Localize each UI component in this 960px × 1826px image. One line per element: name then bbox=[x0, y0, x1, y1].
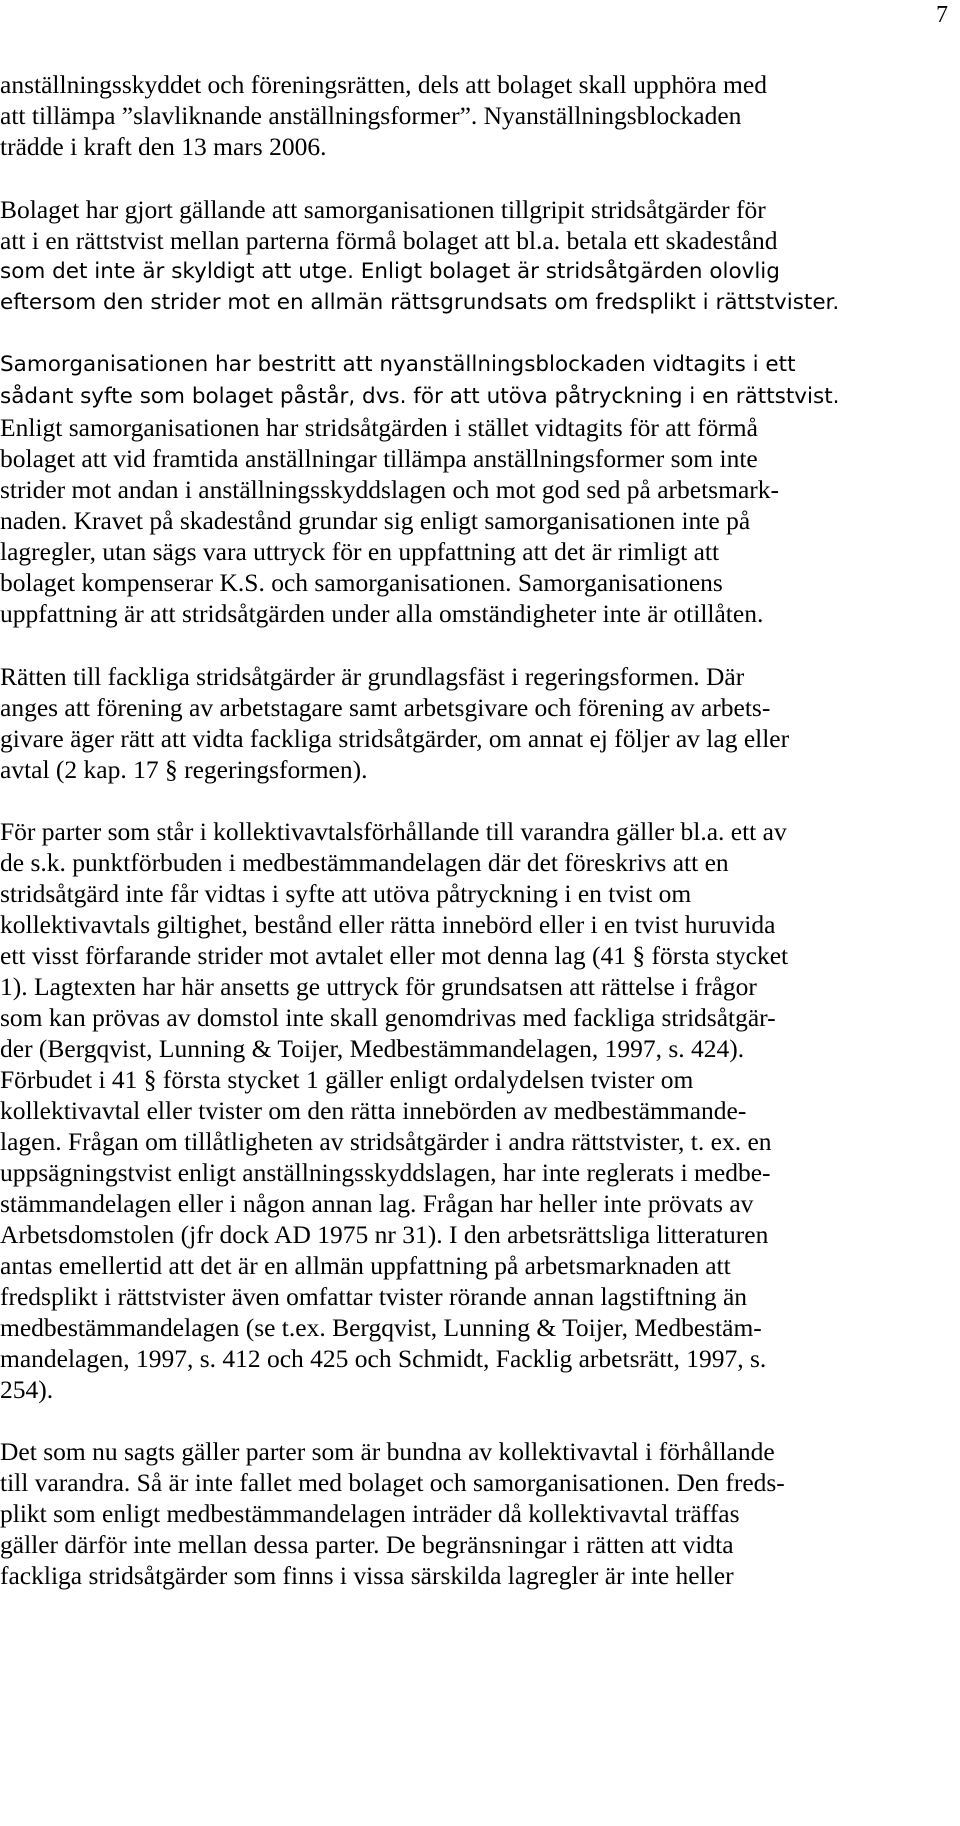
text-line: gäller därför inte mellan dessa parter. De begränsningar i rätten att vidta bbox=[0, 1530, 734, 1559]
text-line: anställningsskyddet och föreningsrätten, dels att bolaget skall upphöra med bbox=[0, 70, 767, 99]
text-line: Rätten till fackliga stridsåtgärder är grundlagsfäst i regeringsformen. Där bbox=[0, 662, 745, 691]
text-line: bolaget att vid framtida anställningar tillämpa anställningsformer som inte bbox=[0, 444, 758, 473]
text-line: uppsägningstvist enligt anställningsskyddslagen, har inte reglerats i medbe- bbox=[0, 1158, 771, 1187]
text-line: mandelagen, 1997, s. 412 och 425 och Schmidt, Facklig arbetsrätt, 1997, s. bbox=[0, 1344, 767, 1373]
text-line: ett visst förfarande strider mot avtalet eller mot denna lag (41 § första stycket bbox=[0, 941, 789, 970]
text-line: strider mot andan i anställningsskyddslagen och mot god sed på arbetsmark- bbox=[0, 475, 779, 504]
text-line: 1). Lagtexten har här ansetts ge uttryck för grundsatsen att rättelse i frågor bbox=[0, 972, 757, 1001]
text-line: Det som nu sagts gäller parter som är bundna av kollektivavtal i förhållande bbox=[0, 1437, 775, 1466]
text-line: Bolaget har gjort gällande att samorganisationen tillgripit stridsåtgärder för bbox=[0, 195, 766, 224]
text-line: stridsåtgärd inte får vidtas i syfte att utöva påtryckning i en tvist om bbox=[0, 879, 692, 908]
text-line: anges att förening av arbetstagare samt arbetsgivare och förening av arbets- bbox=[0, 693, 771, 722]
text-line: bolaget kompenserar K.S. och samorganisationen. Samorganisationens bbox=[0, 568, 723, 597]
text-line: avtal (2 kap. 17 § regeringsformen). bbox=[0, 755, 368, 784]
text-line: kollektivavtals giltighet, bestånd eller rätta innebörd eller i en tvist huruvida bbox=[0, 910, 776, 939]
text-line: eftersom den strider mot en allmän rättsgrundsats om fredsplikt i rättstvister. bbox=[0, 290, 840, 315]
text-line: lagregler, utan sägs vara uttryck för en uppfattning att det är rimligt att bbox=[0, 537, 720, 566]
text-line: uppfattning är att stridsåtgärden under alla omständigheter inte är otillåten. bbox=[0, 599, 764, 628]
text-line: att i en rättstvist mellan parterna förmå bolaget att bl.a. betala ett skadestånd bbox=[0, 226, 778, 255]
text-line: som det inte är skyldigt att utge. Enligt bolaget är stridsåtgärden olovlig bbox=[0, 259, 780, 284]
text-line: naden. Kravet på skadestånd grundar sig enligt samorganisationen inte på bbox=[0, 506, 751, 535]
text-line: För parter som står i kollektivavtalsförhållande till varandra gäller bl.a. ett av bbox=[0, 817, 787, 846]
text-line: sådant syfte som bolaget påstår, dvs. för att utöva påtryckning i en rättstvist. bbox=[0, 384, 840, 409]
text-line: Förbudet i 41 § första stycket 1 gäller enligt ordalydelsen tvister om bbox=[0, 1065, 694, 1094]
text-line: lagen. Frågan om tillåtligheten av stridsåtgärder i andra rättstvister, t. ex. en bbox=[0, 1127, 772, 1156]
text-line: fredsplikt i rättstvister även omfattar tvister rörande annan lagstiftning än bbox=[0, 1282, 748, 1311]
text-line: Enligt samorganisationen har stridsåtgärden i stället vidtagits för att förmå bbox=[0, 413, 758, 442]
text-line: till varandra. Så är inte fallet med bolaget och samorganisationen. Den freds- bbox=[0, 1468, 785, 1497]
text-line: att tillämpa ”slavliknande anställningsformer”. Nyanställningsblockaden bbox=[0, 101, 742, 130]
text-line: kollektivavtal eller tvister om den rätta innebörden av medbestämmande- bbox=[0, 1096, 747, 1125]
text-line: antas emellertid att det är en allmän uppfattning på arbetsmarknaden att bbox=[0, 1251, 731, 1280]
text-line: givare äger rätt att vidta fackliga stridsåtgärder, om annat ej följer av lag eller bbox=[0, 724, 790, 753]
text-line: fackliga stridsåtgärder som finns i vissa särskilda lagregler är inte heller bbox=[0, 1561, 734, 1590]
text-line: trädde i kraft den 13 mars 2006. bbox=[0, 132, 327, 161]
text-line: Arbetsdomstolen (jfr dock AD 1975 nr 31). I den arbetsrättsliga litteraturen bbox=[0, 1220, 769, 1249]
text-line: Samorganisationen har bestritt att nyanställningsblockaden vidtagits i ett bbox=[0, 352, 796, 377]
text-line: som kan prövas av domstol inte skall genomdrivas med fackliga stridsåtgär- bbox=[0, 1003, 776, 1032]
text-line: stämmandelagen eller i någon annan lag. Frågan har heller inte prövats av bbox=[0, 1189, 754, 1218]
page-number: 7 bbox=[936, 2, 948, 28]
text-line: de s.k. punktförbuden i medbestämmandelagen där det föreskrivs att en bbox=[0, 848, 729, 877]
text-line: medbestämmandelagen (se t.ex. Bergqvist, Lunning & Toijer, Medbestäm- bbox=[0, 1313, 762, 1342]
text-line: der (Bergqvist, Lunning & Toijer, Medbestämmandelagen, 1997, s. 424). bbox=[0, 1034, 745, 1063]
text-line: 254). bbox=[0, 1375, 54, 1404]
text-line: plikt som enligt medbestämmandelagen inträder då kollektivavtal träffas bbox=[0, 1499, 740, 1528]
